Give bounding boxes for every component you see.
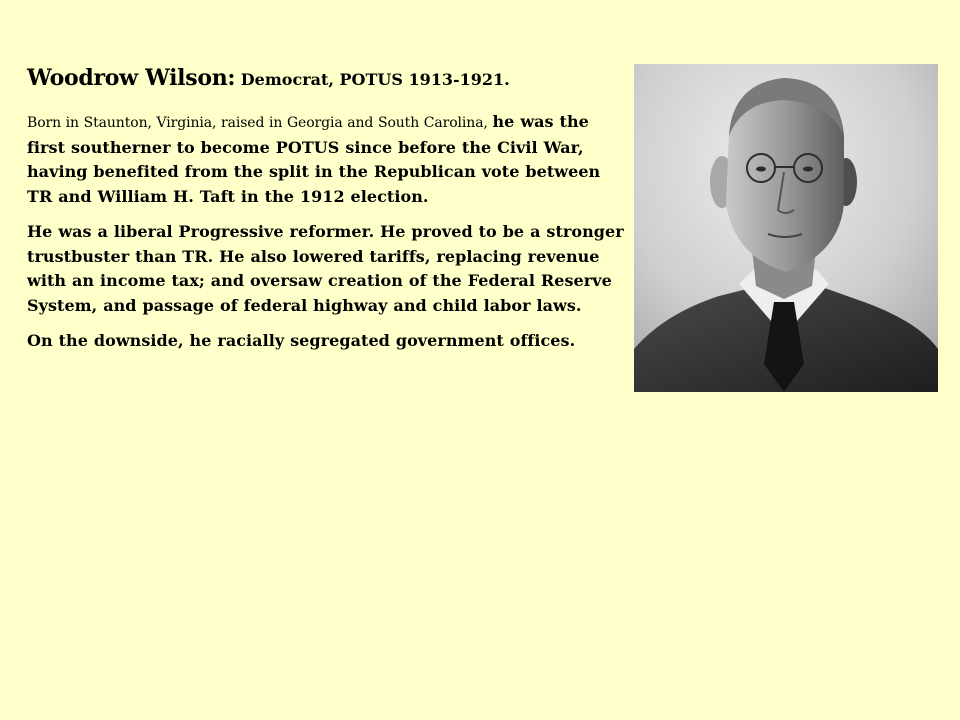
paragraph-2-body: He was a liberal Progressive reformer. He proved to be a stronger trustbuster than TR. He also lowered tariffs, replacing revenue with an income tax; and oversaw creation of the Federal Reserve System, and passage of federal highway and child labor laws. bbox=[27, 222, 624, 315]
paragraph-3 bbox=[27, 329, 627, 354]
paragraph-2 bbox=[27, 220, 627, 318]
paragraph-1 bbox=[27, 110, 627, 209]
text-block bbox=[27, 60, 627, 365]
slide-title bbox=[27, 60, 627, 98]
portrait-photo-icon bbox=[634, 64, 938, 392]
title-subtitle: Democrat, POTUS 1913-1921. bbox=[235, 70, 510, 89]
title-name: Woodrow Wilson: bbox=[27, 65, 236, 91]
paragraph-1-body: he was the first southerner to become POTUS since before the Civil War, having benefited from the split in the Republican vote between TR and William H. Taft in the 1912 election. bbox=[27, 112, 601, 206]
paragraph-3-body: On the downside, he racially segregated government offices. bbox=[27, 331, 576, 350]
paragraph-1-lead: Born in Staunton, Virginia, raised in Georgia and South Carolina, bbox=[27, 115, 493, 131]
portrait-photo bbox=[634, 64, 938, 392]
